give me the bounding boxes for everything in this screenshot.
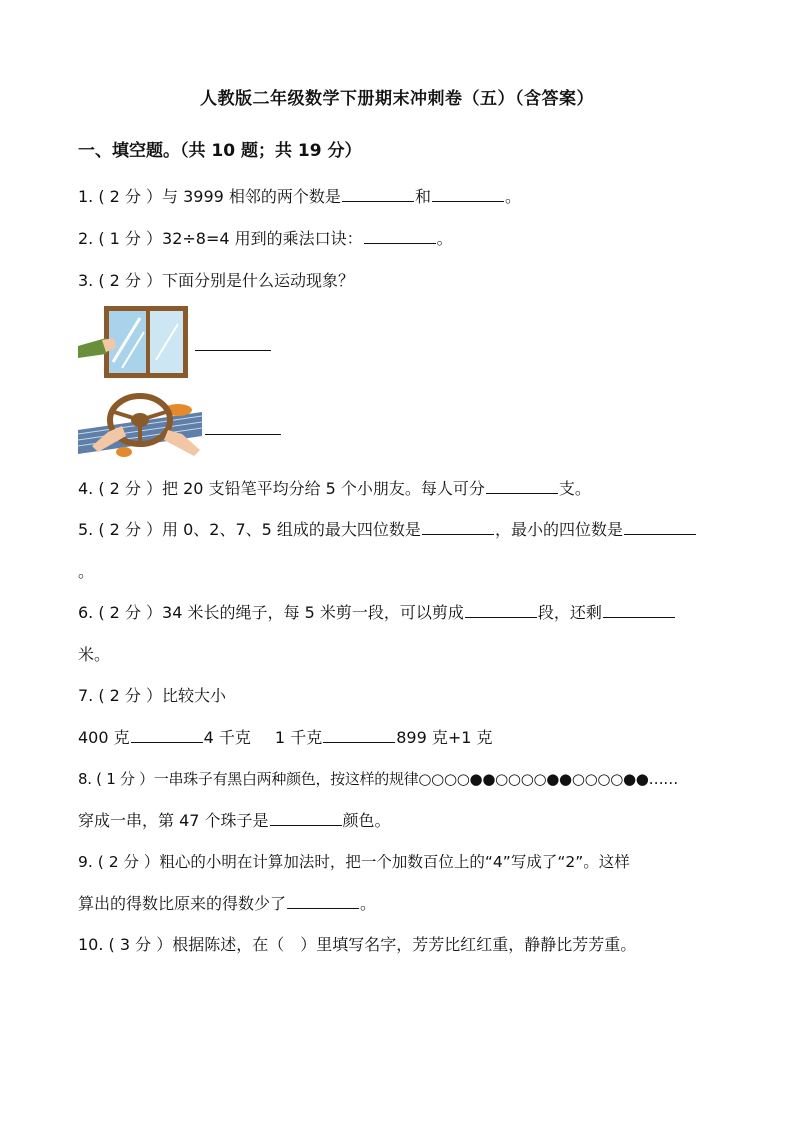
question-8-text-b: 穿成一串，第 47 个珠子是 — [78, 811, 269, 830]
answer-blank — [432, 187, 504, 202]
question-8-text: 8. ( 1 分 ）一串珠子有黑白两种颜色，按这样的规律○○○○●●○○○○●●○○○○●●…… — [78, 770, 678, 788]
question-7 — [78, 685, 226, 707]
question-7-text: 7. ( 2 分 ）比较大小 — [78, 686, 227, 705]
answer-blank — [323, 728, 395, 743]
question-1-text-c: 。 — [504, 187, 521, 206]
question-5-text: 5. ( 2 分 ）用 0、2、7、5 组成的最大四位数是 — [78, 520, 421, 539]
question-9-text-c: 。 — [360, 894, 377, 913]
question-9 — [78, 851, 630, 873]
question-3-text: 3. ( 2 分 ）下面分别是什么运动现象？ — [78, 271, 355, 290]
question-8 — [78, 768, 678, 790]
question-1-text: 1. ( 2 分 ）与 3999 相邻的两个数是 — [78, 187, 341, 206]
answer-blank — [205, 420, 281, 435]
question-10-text: 10. ( 3 分 ）根据陈述，在（ ）里填写名字，芳芳比红红重，静静比芳芳重。 — [78, 935, 637, 954]
page-title: 人教版二年级数学下册期末冲刺卷（五）（含答案） — [200, 89, 594, 109]
question-7-text-b: 400 克 — [78, 728, 130, 747]
question-6-text-b: 段，还剩 — [537, 603, 602, 622]
answer-blank — [422, 520, 494, 535]
section-heading: 一、填空题。（共 10 题；共 19 分） — [78, 141, 362, 161]
steering-wheel-icon — [78, 390, 202, 460]
question-2-text-b: 。 — [436, 229, 453, 248]
question-8-text-c: 颜色。 — [342, 811, 391, 830]
question-7-text-e: 899 克+1 克 — [396, 728, 493, 747]
answer-blank — [465, 603, 537, 618]
question-3 — [78, 270, 354, 292]
window-sliding-icon — [78, 302, 190, 380]
question-9-text: 9. ( 2 分 ）粗心的小明在计算加法时，把一个加数百位上的“4”写成了“2”。这样 — [78, 853, 630, 871]
question-8-cont — [78, 810, 391, 832]
question-9-text-b: 算出的得数比原来的得数少了 — [78, 894, 287, 913]
question-1-text-b: 和 — [414, 187, 431, 206]
question-1 — [78, 186, 521, 208]
answer-blank — [287, 894, 359, 909]
question-6-text-c: 米。 — [78, 645, 111, 664]
question-10 — [78, 934, 636, 956]
answer-blank — [195, 336, 271, 351]
question-7-text-c: 4 千克 — [203, 728, 251, 747]
answer-blank — [270, 811, 342, 826]
question-5 — [78, 519, 697, 541]
answer-blank — [603, 603, 675, 618]
question-4-text-b: 支。 — [558, 479, 591, 498]
question-5-cont — [78, 561, 94, 583]
answer-blank — [342, 187, 414, 202]
question-2-text: 2. ( 1 分 ）32÷8=4 用到的乘法口诀： — [78, 229, 363, 248]
answer-blank — [486, 479, 558, 494]
question-7-text-d: 1 千克 — [274, 728, 323, 747]
question-4 — [78, 478, 591, 500]
question-5-text-b: ，最小的四位数是 — [494, 520, 623, 539]
answer-blank — [364, 229, 436, 244]
answer-blank — [131, 728, 203, 743]
question-4-text: 4. ( 2 分 ）把 20 支铅笔平均分给 5 个小朋友。每人可分 — [78, 479, 485, 498]
question-9-cont — [78, 893, 376, 915]
question-6-text: 6. ( 2 分 ）34 米长的绳子，每 5 米剪一段，可以剪成 — [78, 603, 464, 622]
question-7-compare — [78, 727, 493, 749]
question-5-text-c: 。 — [78, 562, 95, 581]
answer-blank — [624, 520, 696, 535]
question-2 — [78, 228, 453, 250]
question-6 — [78, 602, 676, 624]
question-6-cont — [78, 644, 110, 666]
